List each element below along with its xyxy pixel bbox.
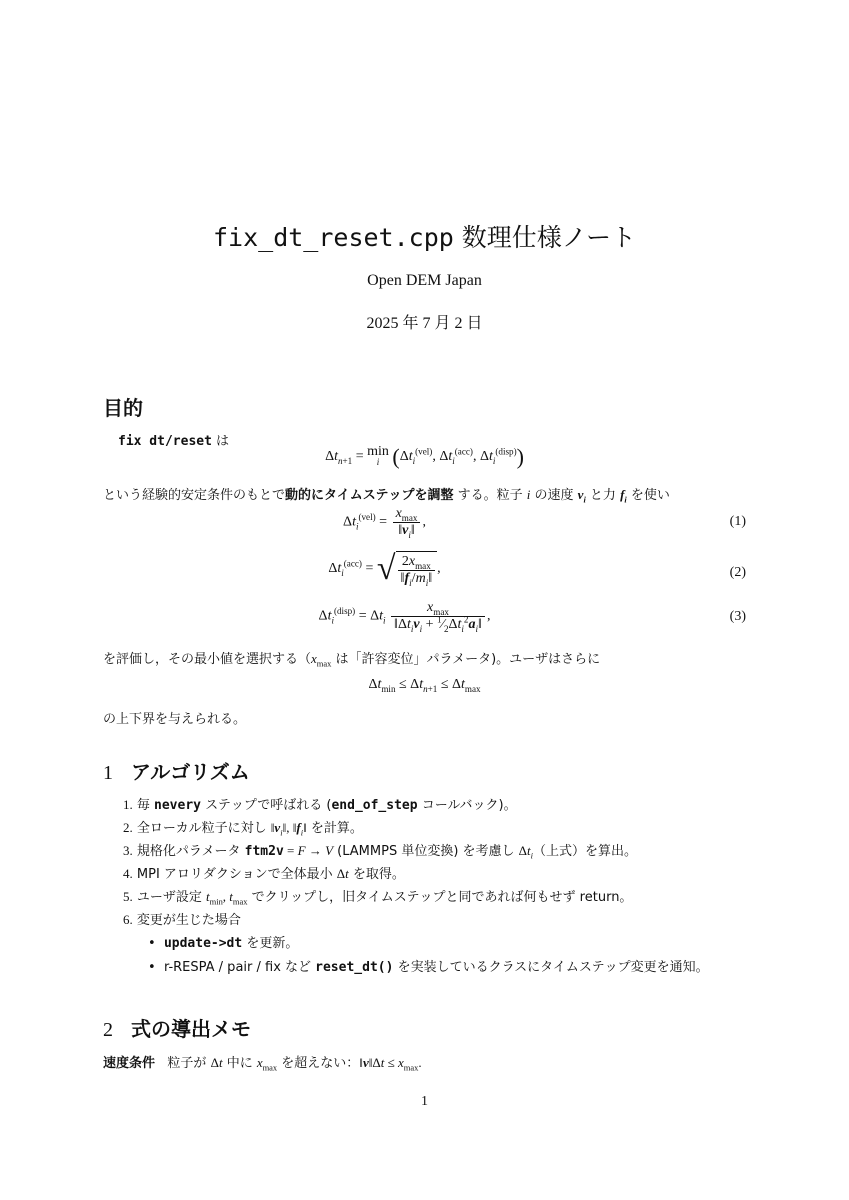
- item-text: (LAMMPS 単位変換) を考慮し: [333, 844, 519, 859]
- item-text: ユーザ設定: [136, 890, 207, 905]
- para2-b: は「許容変位」パラメータ)。ユーザはさらに: [331, 652, 601, 667]
- equation-3: $\Delta t_i^{(disp)} = \Delta t_i$ $\frac{x_{max}}{‖\Delta t_iv_i + ^1⁄_2\Delta t_i^2a_i‖}$ ,: [318, 600, 491, 634]
- bullet-text: を更新。: [242, 936, 299, 951]
- eq-number-1: (1): [729, 514, 746, 529]
- purpose-paragraph-3: の上下界を与えられる。: [103, 712, 247, 727]
- section-number-2: 2: [103, 1019, 113, 1041]
- equation-2: $\Delta t_i^{(acc)}$ = √ $\frac{2x_{max}}{‖f_i/m_i‖}$ ,: [328, 550, 441, 588]
- para1-d: と力: [585, 488, 621, 503]
- title-code: fix_dt_reset.cpp: [212, 223, 454, 252]
- purpose-paragraph-1: という経験的安定条件のもとで動的にタイムステップを調整 する。粒子 i の速度 $v_i$ と力 $f_i$ を使い: [103, 487, 670, 505]
- item-number: 2.: [123, 820, 133, 835]
- bullet-item: [148, 956, 709, 975]
- bullet-text: r-RESPA / pair / fix など: [163, 960, 316, 975]
- item-text: ステップで呼ばれる (: [201, 798, 332, 813]
- item-text: 毎: [136, 798, 155, 813]
- para1-c: の速度: [530, 488, 578, 503]
- eq-number-2: (2): [729, 565, 746, 580]
- purpose-paragraph-2: を評価し，その最小値を選択する（$x_{max}$ は「許容変位」パラメータ)。ユーザはさらに: [103, 651, 601, 669]
- item-text: コールバック)。: [417, 798, 517, 813]
- item-code: ftm2v: [244, 844, 284, 859]
- list-item: 4. MPI アロリダクションで全体最小 Δt を取得。: [123, 866, 405, 882]
- list-item: [123, 794, 517, 813]
- intro-tail: は: [211, 434, 230, 449]
- item-number: 5.: [123, 889, 133, 904]
- eq-number-3: (3): [729, 609, 746, 624]
- bullet-code: update->dt: [163, 936, 243, 951]
- item-text: 規格化パラメータ: [136, 844, 245, 859]
- bullet-dot: •: [148, 936, 156, 951]
- item-text: でクリップし，旧タイムステップと同であれば何もせず return。: [247, 890, 633, 905]
- item-text: （上式）を算出。: [533, 844, 638, 859]
- para1-b: する。粒子: [453, 488, 527, 503]
- section-title-2: 式の導出メモ: [131, 1017, 251, 1041]
- derivation-text: 粒子が: [167, 1056, 211, 1071]
- equation-bounds: $\Delta t_{min} \le \Delta t_{n+1} \le \Delta t_{max}$: [368, 677, 481, 694]
- item-text: 全ローカル粒子に対し: [136, 821, 271, 836]
- list-item: 5. ユーザ設定 $t_{min}$, $t_{max}$ でクリップし，旧タイムステップと同であれば何もせず return。: [123, 889, 633, 907]
- derivation-text: を超えない：: [277, 1056, 360, 1071]
- bullet-code: reset_dt(): [315, 960, 394, 975]
- title-rest: 数理仕様ノート: [453, 223, 637, 252]
- page-title: [0, 218, 849, 254]
- item-text: を計算。: [306, 821, 363, 836]
- section-title-1: アルゴリズム: [131, 760, 250, 784]
- section-number-1: 1: [103, 762, 113, 784]
- date: 2025 年 7 月 2 日: [366, 315, 483, 332]
- item-code: nevery: [154, 798, 201, 813]
- bullet-dot: •: [148, 960, 156, 975]
- item-text: を取得。: [348, 867, 405, 882]
- equation-min: $\Delta t_{n+1} = \min$ $^i$ ($\Delta t_i^{(vel)}$, $\Delta t_i^{(acc)}$, $\Delta t_i^{(disp)}$): [325, 444, 524, 469]
- equation-1: $\Delta t_i^{(vel)}$ = $\frac{x_{max}}{‖v_i‖}$ ,: [343, 506, 426, 540]
- para1-a: という経験的安定条件のもとで: [103, 488, 286, 503]
- item-text: MPI アロリダクションで全体最小: [136, 867, 337, 882]
- purpose-heading: 目的: [103, 396, 143, 420]
- derivation-text: 中に: [222, 1056, 257, 1071]
- bullet-item: [148, 932, 298, 951]
- item-text: 変更が生じた場合: [136, 913, 241, 928]
- algorithm-heading: [103, 756, 250, 785]
- para1-bold: 動的にタイムステップを調整: [285, 488, 454, 503]
- item-number: 4.: [123, 866, 133, 881]
- list-item: 3. 規格化パラメータ ftm2v = F → V (LAMMPS 単位変換) を考慮し $\Delta t_i$（上式）を算出。: [123, 843, 638, 861]
- derivation-paragraph: 速度条件 粒子が Δt 中に $x_{max}$ を超えない：‖v‖Δt ≤ $x_{max}$.: [103, 1055, 422, 1073]
- intro-code: fix dt/reset: [118, 434, 212, 449]
- author: Open DEM Japan: [367, 272, 482, 289]
- item-number: 6.: [123, 912, 133, 927]
- item-number: 1.: [123, 797, 133, 812]
- item-number: 3.: [123, 843, 133, 858]
- derivation-heading: [103, 1013, 251, 1042]
- page-number: 1: [421, 1094, 428, 1109]
- item-code: end_of_step: [331, 798, 418, 813]
- list-item: [123, 909, 241, 928]
- list-item: 2. 全ローカル粒子に対し $‖v_i‖$, $‖f_i‖$ を計算。: [123, 820, 363, 838]
- para1-e: を使い: [626, 488, 670, 503]
- derivation-label: 速度条件: [103, 1056, 156, 1071]
- bullet-text: を実装しているクラスにタイムステップ変更を通知。: [393, 960, 709, 975]
- para2-a: を評価し，その最小値を選択する（: [103, 652, 312, 667]
